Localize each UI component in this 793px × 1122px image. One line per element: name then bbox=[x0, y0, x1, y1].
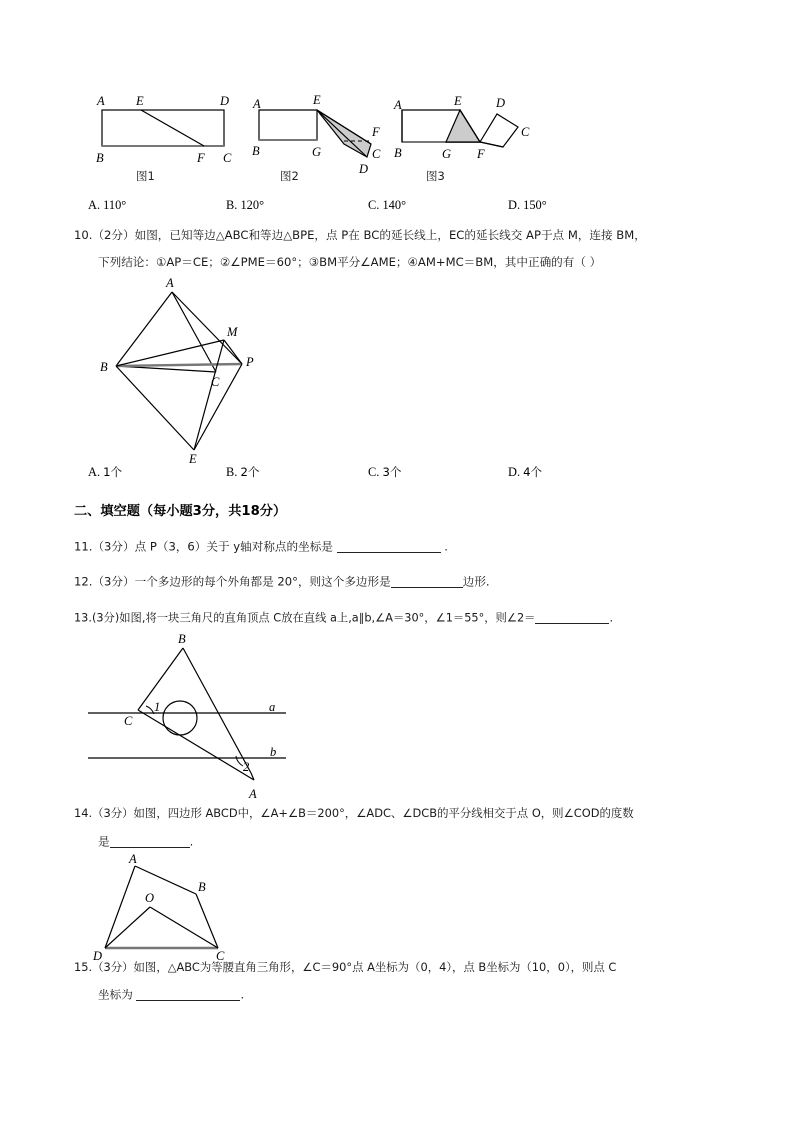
fig2-label-D: D bbox=[359, 162, 369, 176]
q10-choice-b-key: B. bbox=[226, 465, 238, 480]
figure-2-diagram bbox=[239, 82, 399, 177]
q13-answer-blank[interactable] bbox=[535, 612, 609, 624]
q13-text: 13.(3分)如图,将一块三角尺的直角顶点 C放在直线 a上,a∥b,∠A＝30°，∠1＝55°，则∠2＝ bbox=[74, 611, 536, 625]
q15-answer-blank[interactable] bbox=[136, 989, 240, 1001]
q14-label-D: D bbox=[93, 948, 103, 962]
fig2-label-A: A bbox=[253, 97, 261, 111]
q13-label-B: B bbox=[178, 632, 186, 647]
q14-figure bbox=[74, 852, 722, 962]
fig2-label-E: E bbox=[313, 93, 321, 107]
q14-label-O: O bbox=[145, 890, 155, 905]
fig2-label-B: B bbox=[252, 144, 260, 158]
question-12 bbox=[74, 576, 722, 588]
q9-choice-d-value: 150° bbox=[523, 198, 547, 212]
q15-line-2 bbox=[74, 989, 722, 1001]
q9-choice-b[interactable] bbox=[226, 198, 264, 213]
fig3-label-D: D bbox=[496, 96, 506, 110]
fig1-label-B: B bbox=[96, 151, 104, 165]
q14-diagram bbox=[88, 852, 288, 962]
q14-text-before: 是 bbox=[98, 834, 110, 848]
fig1-label-D: D bbox=[220, 94, 230, 108]
q13-label-a: a bbox=[269, 700, 276, 715]
q10-label-A: A bbox=[166, 276, 174, 291]
fig3-label-C: C bbox=[521, 125, 530, 139]
section-2-heading: 二、填空题（每小题3分，共18分） bbox=[74, 504, 287, 520]
q14-line-1: 14.（3分）如图，四边形 ABCD中，∠A+∠B＝200°，∠ADC、∠DCB的平分线相交于点 O，则∠COD的度数 bbox=[74, 806, 634, 821]
q10-choice-a[interactable] bbox=[88, 464, 122, 480]
q13-label-1: 1 bbox=[154, 700, 161, 715]
q14-text-after: . bbox=[189, 834, 194, 848]
q11-text: 11.（3分）点 P（3，6）关于 y轴对称点的坐标是 bbox=[74, 539, 333, 554]
q10-choice-d-key: D. bbox=[508, 465, 521, 480]
question-11 bbox=[74, 541, 722, 553]
question-10 bbox=[74, 230, 722, 486]
q13-text-after: . bbox=[609, 611, 614, 625]
q13-figure bbox=[74, 628, 722, 808]
q10-choice-c-key: C. bbox=[368, 465, 380, 480]
q13-diagram bbox=[86, 628, 386, 808]
fig2-label-C: C bbox=[372, 147, 381, 161]
fig1-label-C: C bbox=[223, 151, 232, 165]
q10-choice-d[interactable] bbox=[508, 464, 542, 480]
figure-3-diagram bbox=[384, 84, 559, 174]
q10-choice-a-value: 1个 bbox=[103, 465, 123, 480]
q9-choice-b-value: 120° bbox=[240, 198, 265, 212]
q14-label-B: B bbox=[198, 879, 206, 894]
q14-answer-blank[interactable] bbox=[110, 836, 190, 848]
q13-label-A: A bbox=[249, 787, 257, 802]
fig3-label-E: E bbox=[454, 94, 462, 108]
q14-label-A: A bbox=[129, 851, 137, 866]
q15-text-after: . bbox=[240, 987, 245, 1002]
q10-choice-c[interactable] bbox=[368, 464, 401, 480]
q9-choice-a-value: 110° bbox=[103, 198, 127, 212]
figures-row bbox=[74, 80, 722, 192]
q14-label-C: C bbox=[216, 948, 225, 962]
q9-choice-b-key: B. bbox=[226, 198, 238, 212]
q12-text-after: 边形. bbox=[462, 574, 490, 589]
figure-1-diagram bbox=[84, 88, 244, 173]
q10-choice-b-value: 2个 bbox=[240, 465, 260, 480]
question-13 bbox=[74, 612, 722, 624]
question-15 bbox=[74, 959, 722, 1002]
figure-2-caption: 图2 bbox=[280, 169, 299, 183]
fig3-label-F: F bbox=[477, 147, 485, 161]
fig1-label-E: E bbox=[136, 94, 144, 108]
q9-choice-c-value: 140° bbox=[382, 198, 407, 212]
q10-choices-row bbox=[74, 464, 722, 486]
q10-choice-b[interactable] bbox=[226, 464, 259, 480]
fig2-label-G: G bbox=[312, 145, 322, 159]
q11-text-after: . bbox=[444, 539, 448, 554]
figure-3-caption: 图3 bbox=[426, 169, 445, 183]
q10-choice-a-key: A. bbox=[88, 465, 101, 480]
fig3-label-G: G bbox=[442, 147, 452, 161]
q9-choice-a-key: A. bbox=[88, 198, 101, 212]
q12-text: 12.（3分）一个多边形的每个外角都是 20°，则这个多边形是 bbox=[74, 574, 391, 589]
fig1-label-A: A bbox=[97, 94, 105, 108]
fig3-label-B: B bbox=[394, 146, 402, 160]
figure-1-caption: 图1 bbox=[136, 169, 155, 183]
q10-label-P: P bbox=[246, 355, 254, 370]
fig1-label-F: F bbox=[197, 151, 205, 165]
q13-label-C: C bbox=[124, 714, 133, 729]
question-14 bbox=[74, 808, 722, 847]
q10-choice-c-value: 3个 bbox=[382, 465, 402, 480]
q10-label-B: B bbox=[100, 360, 108, 375]
fig3-label-A: A bbox=[394, 98, 402, 112]
page-content bbox=[74, 80, 722, 1001]
q9-choice-d[interactable] bbox=[508, 198, 547, 213]
q10-choice-d-value: 4个 bbox=[523, 465, 543, 480]
q10-line-1: 10.（2分）如图，已知等边△ABC和等边△BPE，点 P在 BC的延长线上，EC的延长线交 AP于点 M，连接 BM， bbox=[74, 228, 646, 242]
q10-line-2: 下列结论：①AP＝CE；②∠PME＝60°；③BM平分∠AME；④AM+MC＝BM，其中正确的有（ ） bbox=[98, 254, 602, 269]
q14-line-2 bbox=[74, 836, 722, 848]
q10-label-E: E bbox=[189, 452, 197, 465]
q10-diagram bbox=[94, 274, 344, 464]
q9-choice-c[interactable] bbox=[368, 198, 406, 213]
q10-label-C: C bbox=[211, 375, 220, 390]
q13-label-2: 2 bbox=[243, 760, 250, 775]
q9-choice-d-key: D. bbox=[508, 198, 521, 212]
q9-choices-row bbox=[74, 198, 722, 220]
q13-label-b: b bbox=[270, 745, 277, 760]
fig2-label-F: F bbox=[372, 125, 380, 139]
q10-label-M: M bbox=[227, 325, 238, 340]
q11-answer-blank[interactable] bbox=[337, 541, 441, 553]
q15-text-before: 坐标为 bbox=[98, 987, 133, 1002]
q10-figure bbox=[74, 274, 722, 464]
q15-line-1: 15.（3分）如图，△ABC为等腰直角三角形，∠C＝90°点 A坐标为（0，4），点 B坐标为（10，0），则点 C bbox=[74, 959, 617, 974]
q12-answer-blank[interactable] bbox=[391, 576, 463, 588]
q9-choice-a[interactable] bbox=[88, 198, 126, 213]
q9-choice-c-key: C. bbox=[368, 198, 380, 212]
